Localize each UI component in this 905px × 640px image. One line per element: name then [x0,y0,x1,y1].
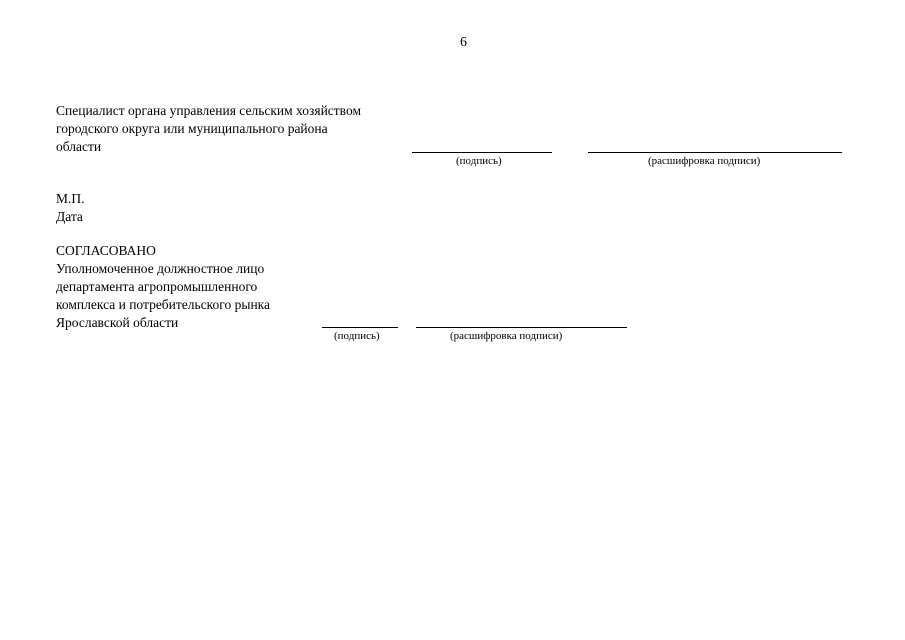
specialist-line-1: Специалист органа управления сельским хозяйством [56,103,362,118]
approval-signature-line [322,327,398,328]
approval-decoding-caption: (расшифровка подписи) [450,330,563,342]
specialist-line-2: городского округа или муниципального района [56,121,328,136]
specialist-line-3: области [56,139,102,154]
specialist-signature-caption: (подпись) [456,155,502,167]
approval-signature-caption: (подпись) [334,330,380,342]
approval-line-2: департамента агропромышленного [56,279,258,294]
specialist-block [56,102,361,156]
approval-line-4: Ярославской области [56,315,179,330]
specialist-decoding-caption: (расшифровка подписи) [648,155,761,167]
date-label: Дата [56,209,83,224]
approval-decoding-line [416,327,627,328]
page-number: 6 [460,35,467,50]
approval-heading: СОГЛАСОВАНО [56,243,156,258]
approval-line-1: Уполномоченное должностное лицо [56,261,265,276]
stamp-label: М.П. [56,191,85,206]
approval-block [56,242,270,332]
approval-line-3: комплекса и потребительского рынка [56,297,271,312]
stamp-block [56,190,85,226]
specialist-signature-line [412,152,552,153]
specialist-decoding-line [588,152,842,153]
